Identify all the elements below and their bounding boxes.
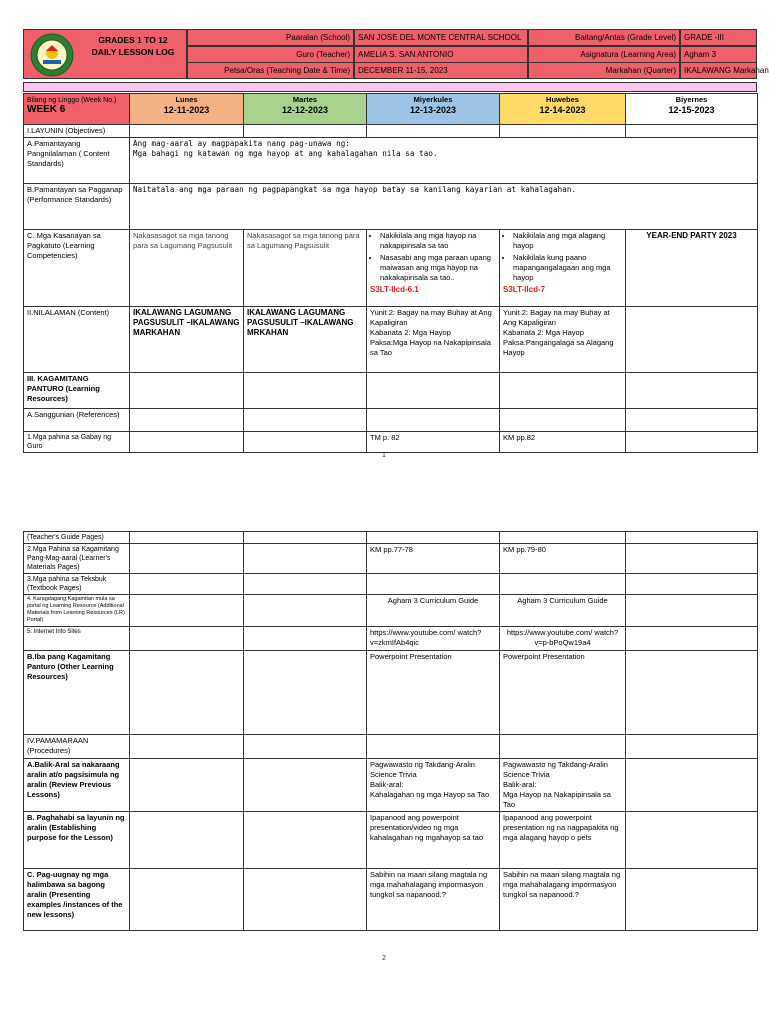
teacher-label: Guro (Teacher) — [187, 46, 354, 63]
day-header-huwebes — [500, 94, 626, 125]
kasanayan-martes: Nakasasagot sa mga tanong para sa Lagumang Pagsusulit — [244, 230, 367, 307]
table-row — [24, 307, 758, 373]
area-value: Agham 3 — [680, 46, 757, 63]
nilalaman-miyerkules: Yunit 2: Bagay na may Buhay at Ang Kapaligiran Kabanata 2: Mga Hayop Paksa:Mga Hayop na Nakapipinsala sa Tao — [367, 307, 500, 373]
table-row — [24, 627, 758, 651]
table-row — [24, 869, 758, 931]
table-row — [24, 409, 758, 432]
pamantayang-label: A.Pamantayang Pangnilalaman ( Content Standards) — [24, 138, 130, 184]
day-date: 12-15-2023 — [668, 105, 715, 115]
page-2 — [0, 500, 768, 1024]
date-label: Petsa/Oras (Teaching Date & Time) — [187, 62, 354, 79]
teacher-value: AMELIA S. SAN ANTONIO — [354, 46, 528, 63]
table-row — [24, 230, 758, 307]
kagamitang-label: III. KAGAMITANG PANTURO (Learning Resources) — [24, 373, 130, 409]
lesson-log-header — [23, 29, 769, 79]
week-cell — [24, 94, 130, 125]
nilalaman-martes: IKALAWANG LAGUMANG PAGSUSULIT –IKALAWANG MRKAHAN — [244, 307, 367, 373]
table-row — [24, 574, 758, 595]
day-name: Lunes — [175, 95, 198, 104]
table-row — [24, 595, 758, 627]
competency-code: S3LT-IIcd-7 — [503, 285, 546, 294]
nilalaman-label: II.NILALAMAN (Content) — [24, 307, 130, 373]
page-number: 2 — [382, 955, 386, 962]
kasanayan-lunes: Nakasasagot sa mga tanong para sa Lagumang Pagsusulit — [130, 230, 244, 307]
balik-label: A.Balik-Aral sa nakaraang aralin at/o pagsisimula ng aralin (Review Previous Lessons) — [24, 759, 130, 812]
page-1 — [0, 0, 768, 470]
quarter-value: IKALAWANG Markahan — [680, 62, 757, 79]
competency-code: S3LT-IIcd-6.1 — [370, 285, 419, 294]
week-label: Bilang ng Linggo (Week No.) — [27, 97, 117, 104]
nilalaman-lunes: IKALAWANG LAGUMANG PAGSUSULIT –IKALAWANG MARKAHAN — [130, 307, 244, 373]
list-item: • Nakikilala kung paano mapangangalagaan ang mga hayop — [513, 253, 622, 283]
paghahabi-miyerkules: Ipapanood ang powerpoint presentation/video ng mga kahalagahan ng mgahayop sa tao — [367, 812, 500, 869]
day-name: Martes — [292, 95, 318, 104]
table-row — [24, 812, 758, 869]
gabay-huwebes: KM pp.82 — [500, 432, 626, 453]
day-name: Miyerkules — [413, 95, 453, 104]
lr-label: 4. Karagdagang Kagamitan mula sa portal ng Learning Resource (Additional Materials from Learning Resources (LR) Portal) — [24, 595, 130, 627]
teksbuk-label: 3.Mga pahina sa Teksbuk (Textbook Pages) — [24, 574, 130, 595]
day-header-miyerkules — [367, 94, 500, 125]
internet-label: 5. Internet Info Sites — [24, 627, 130, 651]
gabay-label-cont: (Teacher's Guide Pages) — [24, 532, 130, 544]
pagganap-label: B.Pamantayan sa Pagganap (Performance Standards) — [24, 184, 130, 230]
grade-value: GRADE -III — [680, 29, 757, 46]
day-date: 12-12-2023 — [281, 105, 329, 115]
paghahabi-label: B. Paghahabi sa layunin ng aralin (Establishing purpose for the Lesson) — [24, 812, 130, 869]
layunin-label: I.LAYUNIN (Objectives) — [24, 125, 130, 138]
pag-uugnay-label: C. Pag-uugnay ng mga halimbawa sa bagong aralin (Presenting examples /instances of the new lessons) — [24, 869, 130, 931]
table-row — [24, 759, 758, 812]
lr-miyerkules: Agham 3 Curriculum Guide — [367, 595, 500, 627]
day-header-martes — [244, 94, 367, 125]
table-row — [24, 373, 758, 409]
lesson-log-table-page1 — [23, 93, 758, 453]
internet-huwebes: https://www.youtube.com/ watch?v=p-bPoQw19a4 — [500, 627, 626, 651]
sanggunian-label: A.Sanggunian (References) — [24, 409, 130, 432]
kagamitan-huwebes: KM pp.79-80 — [500, 544, 626, 574]
table-row — [24, 532, 758, 544]
school-value: SAN JOSE DEL MONTE CENTRAL SCHOOL — [354, 29, 528, 46]
days-header-row — [24, 94, 758, 125]
iba-label: B.Iba pang Kagamitang Panturo (Other Learning Resources) — [24, 651, 130, 735]
lr-huwebes: Agham 3 Curriculum Guide — [500, 595, 626, 627]
header-title-line2: DAILY LESSON LOG — [91, 47, 175, 57]
pamantayang-text: Ang mag-aaral ay magpapakita nang pag-unawa ng: Mga bahagi ng katawan ng mga hayop at ang kahalagahan nila sa tao. — [130, 138, 758, 184]
paghahabi-huwebes: Ipapanood ang powerpoint presentation ng na nagpapakita ng mga alagang hayop o pets — [500, 812, 626, 869]
table-row — [24, 544, 758, 574]
lesson-log-table-page2 — [23, 531, 758, 931]
table-row — [24, 138, 758, 184]
list-item: • Nasasabi ang mga paraan upang maiwasan ang mga hayop na nakakapinsala sa tao.. — [380, 253, 496, 283]
kasanayan-label: C. Mga Kasanayan sa Pagkatuto (Learning Competencies) — [24, 230, 130, 307]
day-header-biyernes — [626, 94, 758, 125]
list-item: • Nakikilala ang mga alagang hayop — [513, 231, 622, 251]
week-value: WEEK 6 — [27, 104, 66, 115]
pagganap-text: Naitatala ang mga paraan ng pagpapangkat sa mga hayop batay sa kanilang kayarian at kahalagahan. — [130, 184, 758, 230]
header-info-grid — [187, 29, 769, 79]
day-name: Biyernes — [675, 95, 708, 104]
header-title-line1: GRADES 1 TO 12 — [98, 35, 168, 45]
area-label: Asignatura (Learning Area) — [528, 46, 680, 63]
nilalaman-huwebes: Yunit 2: Bagay na may Buhay at Ang Kapaligiran Kabanata 2: Mga Hayop Paksa:Pangangalaga sa Alagang Hayop — [500, 307, 626, 373]
quarter-label: Markahan (Quarter) — [528, 62, 680, 79]
iba-miyerkules: Powerpoint Presentation — [367, 651, 500, 735]
pamamaraan-label: IV.PAMAMARAAN (Procedures) — [24, 735, 130, 759]
table-row — [24, 184, 758, 230]
gabay-miyerkules: TM p. 82 — [367, 432, 500, 453]
table-row — [24, 125, 758, 138]
kasanayan-biyernes: YEAR-END PARTY 2023 — [626, 230, 758, 307]
header-title-block — [23, 29, 187, 79]
day-name: Huwebes — [546, 95, 579, 104]
header-title — [80, 34, 186, 58]
list-item: • Nakikilala ang mga hayop na nakapipinsala sa tao — [380, 231, 496, 251]
table-row — [24, 432, 758, 453]
pag-uugnay-huwebes: Sabihin na maari silang magtala ng mga mahahalagang impormasyon tungkol sa napanood.? — [500, 869, 626, 931]
kasanayan-huwebes — [500, 230, 626, 307]
balik-huwebes: Pagwawasto ng Takdang-Aralin Science Trivia Balik-aral: Mga Hayop na Nakapipinsala sa Tao — [500, 759, 626, 812]
day-date: 12-13-2023 — [409, 105, 457, 115]
header-divider-strip — [23, 82, 757, 92]
school-label: Paaralan (School) — [187, 29, 354, 46]
table-row — [24, 735, 758, 759]
kagamitan-label: 2.Mga Pahina sa Kagamitang Pang-Mag-aaral (Learner's Materials Pages) — [24, 544, 130, 574]
grade-label: Baitang/Antas (Grade Level) — [528, 29, 680, 46]
table-row — [24, 651, 758, 735]
pag-uugnay-miyerkules: Sabihin na maari silang magtala ng mga mahahalagang impormasyon tungkol sa napanood.? — [367, 869, 500, 931]
internet-miyerkules: https://www.youtube.com/ watch?v=zkmIfAb4qic — [367, 627, 500, 651]
iba-huwebes: Powerpoint Presentation — [500, 651, 626, 735]
gabay-label: 1.Mga pahina sa Gabay ng Guro — [24, 432, 130, 453]
kasanayan-miyerkules — [367, 230, 500, 307]
page-number: 1 — [382, 452, 386, 459]
kagamitan-miyerkules: KM pp.77-78 — [367, 544, 500, 574]
balik-miyerkules: Pagwawasto ng Takdang-Aralin Science Trivia Balik-aral: Kahalagahan ng mga Hayop sa Tao — [367, 759, 500, 812]
deped-seal-icon — [30, 33, 74, 77]
day-date: 12-14-2023 — [539, 105, 586, 115]
date-value: DECEMBER 11-15, 2023 — [354, 62, 528, 79]
day-header-lunes — [130, 94, 244, 125]
day-date: 12-11-2023 — [163, 105, 210, 115]
